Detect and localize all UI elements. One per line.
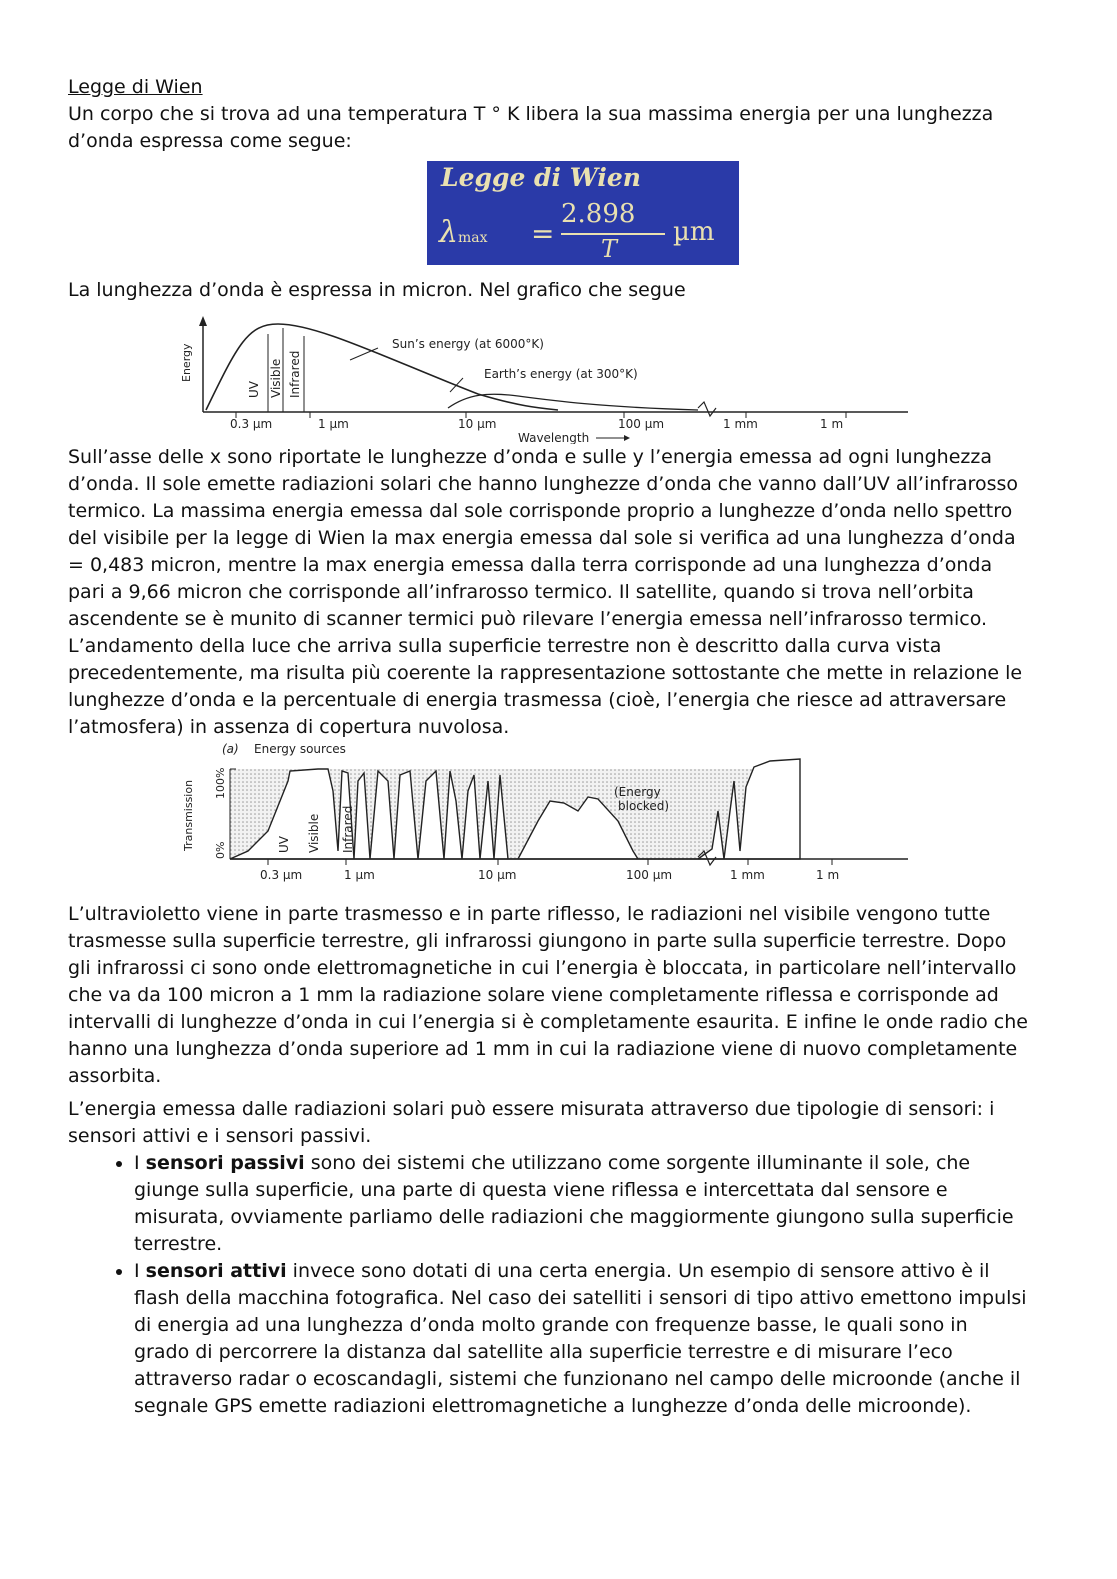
- chart2-tick-label: 1 µm: [344, 868, 375, 882]
- chart1-y-arrow: [199, 316, 207, 326]
- atmospheric-transmission-chart: [178, 741, 918, 901]
- chart2-tick-label: 1 mm: [730, 868, 765, 882]
- chart1-tick-label: 100 µm: [618, 417, 665, 431]
- chart2-blocked-label-2: blocked): [618, 799, 670, 813]
- chart1-tick-label: 0.3 µm: [230, 417, 273, 431]
- term-active-sensors: sensori attivi: [145, 1260, 287, 1282]
- term-passive-sensors: sensori passivi: [145, 1152, 305, 1174]
- chart2-x-ticks: [268, 859, 832, 865]
- sensors-paragraph: L’energia emessa dalle radiazioni solari può essere misurata attraverso due tipologie di sensori: i sensori attivi e i sensori passivi.: [68, 1098, 995, 1147]
- wien-formula-image: [427, 161, 739, 265]
- axis-paragraph: Sull’asse delle x sono riportate le lunghezze d’onda e sulle y l’energia emessa ad ogni lunghezza d’onda. Il sole emette radiazioni solari che hanno lunghezze d’onda che vanno dall’UV all’infrarosso termico. La massima energia emessa dal sole corrisponde proprio a lunghezze d’onda nello spettro del visibile per la legge di Wien la max energia emessa dal sole si verifica ad una lunghezza d’onda = 0,483 micron, mentre la max energia emessa dalla terra corrisponde ad una lunghezza d’onda pari a 9,66 micron che corrisponde all’infrarosso termico. Il satellite, quando si trova nell’orbita ascendente se è munito di scanner termici può rilevare l’energia emessa nell’infrarosso termico.: [68, 446, 1018, 630]
- sun-label-leader: [350, 348, 378, 360]
- light-trend-paragraph: L’andamento della luce che arriva sulla superficie terrestre non è descritto dalla curva vista precedentemente, ma risulta più coerente la rappresentazione sottostante che mette in relazione le lunghezze d’onda e la percentuale di energia trasmessa (cioè, l’energia che riesce ad attraversare l’atmosfera) in assenza di copertura nuvolosa.: [68, 635, 1023, 738]
- section-title: Legge di Wien: [68, 76, 203, 98]
- chart2-y100: 100%: [214, 767, 227, 799]
- formula-equals: =: [531, 217, 555, 250]
- chart2-tick-label: 100 µm: [626, 868, 673, 882]
- uv-paragraph: L’ultravioletto viene in parte trasmesso e in parte riflesso, le radiazioni nel visibile vengono tutte trasmesse sulla superficie terrestre, gli infrarossi giungono in parte sulla superficie terrestre. Dopo gli infrarossi ci sono onde elettromagnetiche in cui l’energia è bloccata, in particolare nell’intervallo che va da 100 micron a 1 mm la radiazione solare viene completamente riflessa e corrisponde ad intervalli di lunghezze d’onda in cui l’energia si è completamente esaurita. E infine le onde radio che hanno una lunghezza d’onda superiore ad 1 mm in cui la radiazione viene di nuovo completamente assorbita.: [68, 903, 1028, 1087]
- chart2-band-infrared: Infrared: [341, 805, 355, 853]
- sensor-list: [68, 1150, 1028, 1420]
- chart1-xlabel: Wavelength: [518, 431, 590, 444]
- chart1-band-visible: Visible: [269, 358, 283, 398]
- earth-energy-label: Earth’s energy (at 300°K): [484, 367, 638, 381]
- document-page: [68, 74, 1028, 1420]
- intro-paragraph: Un corpo che si trova ad una temperatura T ° K libera la sua massima energia per una lunghezza d’onda espressa come segue:: [68, 103, 994, 152]
- list-item: • I sensori passivi sono dei sistemi che utilizzano come sorgente illuminante il sole, che giunge sulla superficie, una parte di questa viene riflessa e intercettata dal sensore e misurata, ovviamente parliamo delle radiazioni che maggiormente giungono sulla superficie terrestre.: [134, 1150, 1028, 1258]
- chart2-tick-label: 0.3 µm: [260, 868, 303, 882]
- chart1-axis-break: [698, 402, 716, 416]
- earth-label-leader: [450, 378, 463, 392]
- list-item: • I sensori attivi invece sono dotati di una certa energia. Un esempio di sensore attivo è il flash della macchina fotografica. Nel caso dei satelliti i sensori di tipo attivo emettono impulsi di energia ad una lunghezza d’onda molto grande con frequenze basse, le quali sono in grado di percorrere la distanza dal satellite alla superficie terrestre e di misurare l’eco attraverso radar o ecoscandagli, sistemi che funzionano nel campo delle microonde (anche il segnale GPS emette radiazioni elettromagnetiche a lunghezze d’onda delle microonde).: [134, 1258, 1028, 1420]
- micron-paragraph: La lunghezza d’onda è espressa in micron. Nel grafico che segue: [68, 279, 686, 301]
- chart1-band-infrared: Infrared: [288, 350, 302, 398]
- chart2-tick-label: 1 m: [816, 868, 840, 882]
- formula-numerator: 2.898: [561, 199, 636, 229]
- chart2-band-uv: UV: [277, 836, 291, 853]
- energy-spectrum-chart: [178, 304, 918, 444]
- formula-title: Legge di Wien: [441, 163, 641, 192]
- chart1-ylabel: Energy: [180, 343, 193, 382]
- chart1-tick-label: 10 µm: [458, 417, 497, 431]
- chart2-blocked-label-1: (Energy: [614, 785, 661, 799]
- chart2-ylabel: Transmission: [182, 779, 195, 851]
- chart1-band-uv: UV: [247, 381, 261, 398]
- chart2-tick-label: 10 µm: [478, 868, 517, 882]
- chart1-tick-label: 1 µm: [318, 417, 349, 431]
- chart2-panel-label: (a): [222, 742, 239, 756]
- formula-lambda: λmax: [439, 215, 488, 250]
- formula-denominator: T: [601, 235, 618, 263]
- chart2-band-visible: Visible: [307, 813, 321, 853]
- chart2-y0: 0%: [214, 841, 227, 859]
- sun-energy-label: Sun’s energy (at 6000°K): [392, 337, 544, 351]
- chart1-tick-label: 1 m: [820, 417, 844, 431]
- formula-unit: µm: [673, 217, 715, 247]
- chart1-xlabel-arrowhead: [624, 435, 630, 441]
- chart1-tick-label: 1 mm: [723, 417, 758, 431]
- chart2-title: Energy sources: [254, 742, 346, 756]
